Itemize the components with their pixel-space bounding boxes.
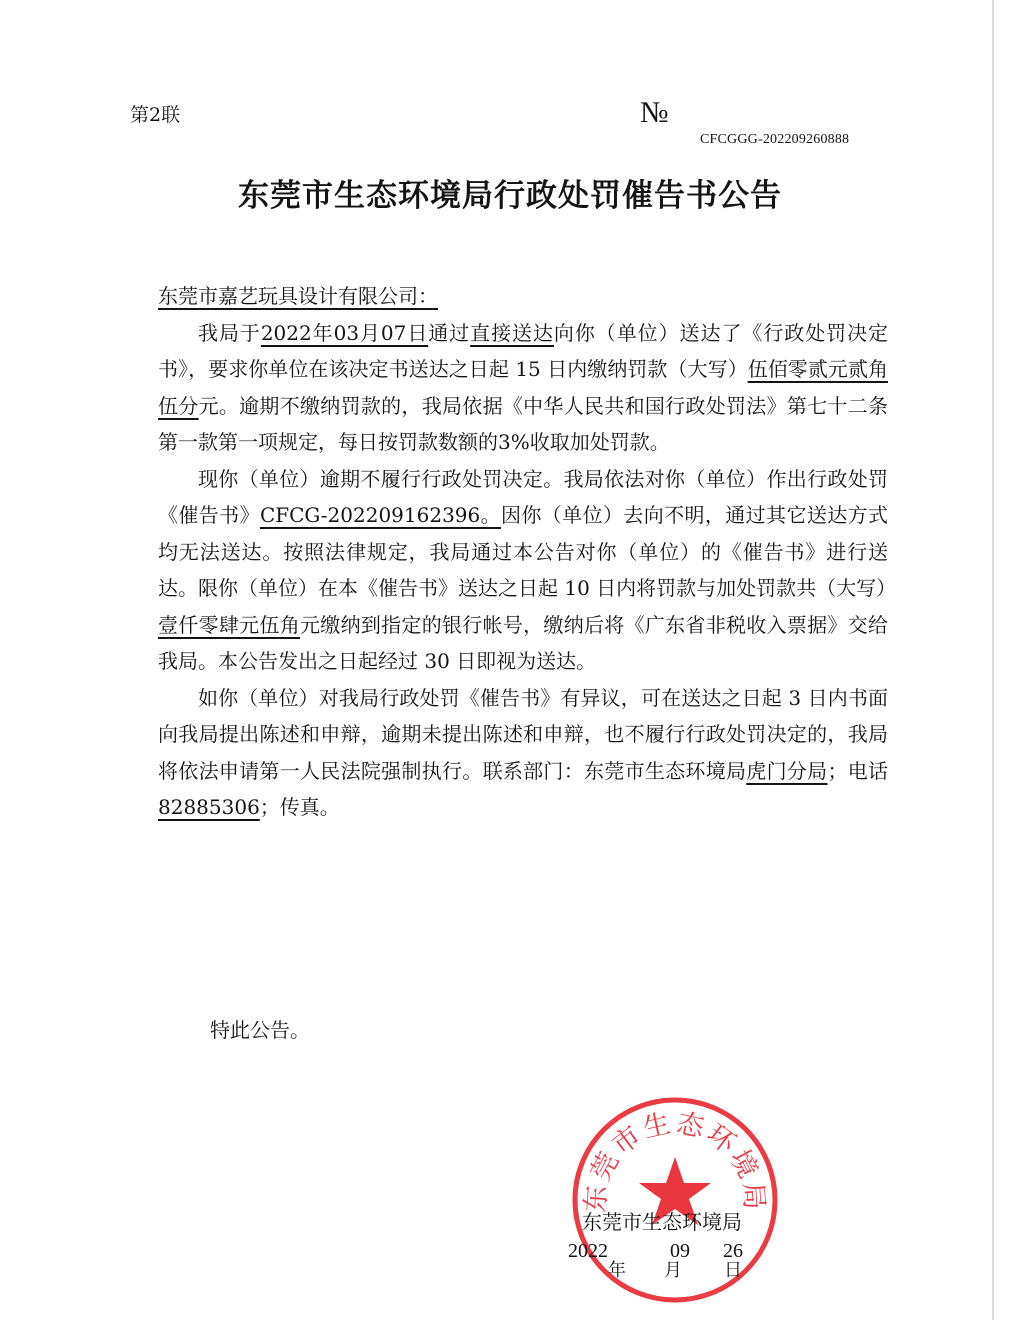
paragraph-3 (158, 680, 888, 826)
fine-amount-words: 伍佰零贰元贰角伍分 (158, 357, 888, 418)
p2-text-b: 因你（单位）去向不明，通过其它送达方式均无法送达。按照法律规定，我局通过本公告对你（单位）的《催告书》进行送达。限你（单位）在本《催告书》送达之日起 10 日内将罚款与加处罚款共（大写） (158, 503, 897, 600)
day-unit: 日 (724, 1260, 742, 1281)
paragraph-1 (158, 315, 888, 461)
p1-text-b: 通过 (428, 320, 471, 345)
total-amount-words: 壹仟零肆元伍角 (158, 612, 300, 637)
date-day: 26 (723, 1240, 743, 1262)
seal-arc-text: 东莞市生态环境局 (580, 1107, 770, 1214)
signature-organization: 东莞市生态环境局 (582, 1210, 742, 1234)
contact-phone: 82885306 (158, 795, 260, 819)
page-title: 东莞市生态环境局行政处罚催告书公告 (238, 178, 782, 214)
paragraph-2 (158, 461, 897, 680)
date-year: 2022 (568, 1240, 608, 1262)
p1-text-d: 元。逾期不缴纳罚款的，我局依据《中华人民共和国行政处罚法》第七十二条第一款第一项规定，每日按罚款数额的3%收取加处罚款。 (158, 393, 889, 454)
contact-department: 虎门分局 (746, 758, 828, 783)
delivery-method: 直接送达 (470, 320, 554, 345)
p2-text-a: 现你（单位）逾期不履行行政处罚决定。我局依法对你（单位）作出行政处罚《催告书》 (158, 466, 888, 527)
reminder-doc-number: CFCG-202209162396。 (259, 503, 502, 527)
year-unit: 年 (608, 1260, 626, 1281)
notice-body (158, 278, 897, 826)
p2-text-c: 元缴纳到指定的银行帐号，缴纳后将《广东省非税收入票据》交给我局。本公告发出之日起经过 30 日即视为送达。 (158, 612, 888, 673)
p1-text-c: 向你（单位）送达了《行政处罚决定书》，要求你单位在该决定书送达之日起 15 日内缴纳罚款（大写） (158, 320, 889, 381)
p3-text-a: 如你（单位）对我局行政处罚《催告书》有异议，可在送达之日起 3 日内书面向我局提出陈述和申辩，逾期未提出陈述和申辩，也不履行行政处罚决定的，我局将依法申请第一人民法院强制执行。联系部门：东莞市生态环境局 (158, 685, 888, 783)
month-unit: 月 (664, 1260, 682, 1281)
date-month: 09 (670, 1240, 690, 1262)
p1-text-a: 我局于 (198, 320, 261, 345)
recipient: 东莞市嘉艺玩具设计有限公司： (158, 284, 438, 308)
number-mark: № (640, 96, 669, 129)
serial-number: CFCGGG-202209260888 (700, 132, 850, 147)
closing-line: 特此公告。 (210, 1018, 310, 1042)
p3-text-c: ；传真。 (259, 795, 340, 819)
p3-text-b: ；电话 (827, 758, 889, 783)
copy-label: 第2联 (130, 104, 181, 126)
delivery-date: 2022年03月07日 (260, 320, 429, 345)
